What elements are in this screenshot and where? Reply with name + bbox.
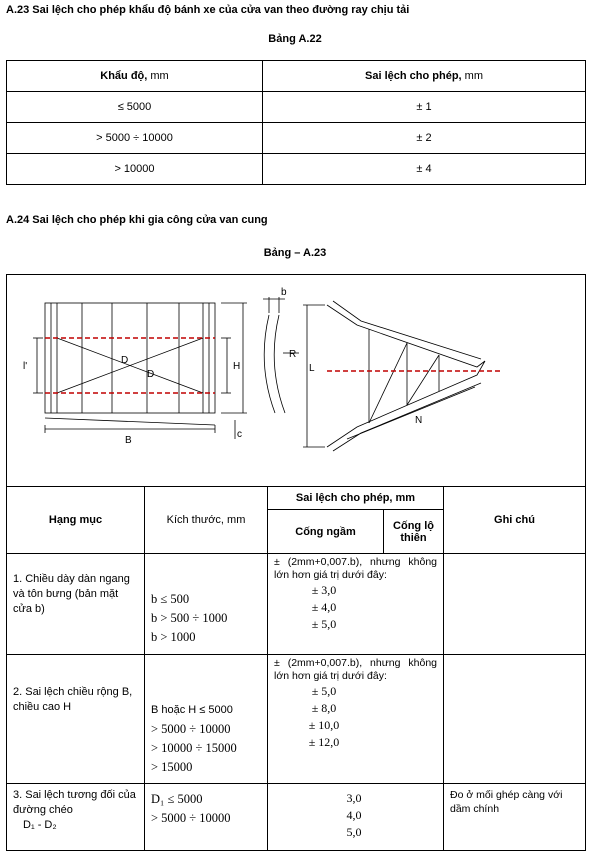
size-value: B hoặc H ≤ 5000 [151, 704, 233, 716]
size-value: > 5000 ÷ 10000 [151, 811, 231, 825]
tolerance-cell [268, 655, 444, 784]
column-header-tolerance: Sai lệch cho phép, mm [268, 487, 444, 510]
radial-gate-drawing [7, 275, 585, 487]
size-cell [145, 655, 268, 784]
size-value: > 10000 ÷ 15000 [151, 741, 237, 755]
size-value: > 5000 ÷ 10000 [151, 722, 231, 736]
item-formula: D₁ - D₂ [23, 819, 57, 831]
label-l: l' [23, 361, 28, 372]
note-cell: Đo ở mối ghép càng với dầm chính [444, 784, 586, 851]
column-header-tolerance: Sai lệch cho phép, mm [263, 61, 586, 92]
item-text: 3. Sai lệch tương đối của đường chéo [13, 789, 136, 816]
label-c: c [237, 429, 242, 440]
size-cell [145, 784, 268, 851]
label-R: R [289, 349, 297, 360]
item-cell: 1. Chiều dày dàn ngang và tôn bưng (bản mặt cửa b) [7, 554, 145, 655]
table-a22 [6, 60, 586, 185]
tolerance-value: ± 10,0 [308, 718, 340, 732]
table-a22-caption: Bảng A.22 [268, 33, 322, 45]
tolerance-value: ± 4,0 [311, 600, 337, 614]
gate-drawing-panel [6, 274, 586, 486]
item-cell: 2. Sai lệch chiều rộng B, chiều cao H [7, 655, 145, 784]
item-cell [7, 784, 145, 851]
size-value: D₁ ≤ 5000 [151, 792, 203, 806]
size-value: b ≤ 500 [151, 592, 190, 606]
table-row [7, 554, 586, 655]
tolerance-cell: ± 2 [263, 123, 586, 154]
table-row [7, 123, 586, 154]
label-L: L [309, 363, 315, 374]
label-H: H [233, 361, 241, 372]
tolerance-value: 5,0 [346, 825, 362, 839]
span-cell: > 5000 ÷ 10000 [7, 123, 263, 154]
tolerance-value: 4,0 [346, 808, 362, 822]
label-D2: D [147, 369, 155, 380]
label-b: b [281, 287, 287, 298]
table-header-row [7, 487, 586, 510]
note-cell [444, 655, 586, 784]
tolerance-value: ± 5,0 [311, 617, 337, 631]
size-value: > 15000 [151, 760, 193, 774]
section-a23-title: A.23 Sai lệch cho phép khẩu độ bánh xe của cửa van theo đường ray chịu tải [6, 4, 410, 16]
span-cell: ≤ 5000 [7, 92, 263, 123]
column-header-span: Khẩu độ, mm [7, 61, 263, 92]
tolerance-cell [268, 784, 444, 851]
tolerance-cell: ± 1 [263, 92, 586, 123]
tolerance-value: ± 3,0 [311, 583, 337, 597]
column-header-open-culvert: Cống lộ thiên [384, 510, 444, 554]
table-row [7, 784, 586, 851]
table-row [7, 92, 586, 123]
tolerance-value: ± 8,0 [311, 701, 337, 715]
column-header-note: Ghi chú [444, 487, 586, 554]
column-header-size: Kích thước, mm [145, 487, 268, 554]
tolerance-value: 3,0 [346, 791, 362, 805]
tolerance-value: ± 5,0 [311, 684, 337, 698]
table-row [7, 154, 586, 185]
column-header-deep-culvert: Cống ngầm [268, 510, 384, 554]
span-cell: > 10000 [7, 154, 263, 185]
size-cell [145, 554, 268, 655]
tolerance-formula: ± (2mm+0,007.b), nhưng không lớn hơn giá trị dưới đây: [274, 657, 437, 682]
label-D1: D [121, 355, 129, 366]
table-a23-caption: Bảng – A.23 [263, 247, 327, 259]
tolerance-cell [268, 554, 444, 655]
size-value: b > 500 ÷ 1000 [151, 611, 228, 625]
label-N: N [415, 415, 423, 426]
label-B: B [125, 435, 132, 446]
size-value: b > 1000 [151, 630, 196, 644]
section-a24-title: A.24 Sai lệch cho phép khi gia công cửa van cung [6, 214, 268, 226]
table-row [7, 655, 586, 784]
table-header-row [7, 61, 586, 92]
note-cell [444, 554, 586, 655]
tolerance-formula: ± (2mm+0,007.b), nhưng không lớn hơn giá trị dưới đây: [274, 556, 437, 581]
table-a23 [6, 486, 586, 851]
tolerance-cell: ± 4 [263, 154, 586, 185]
column-header-item: Hạng mục [7, 487, 145, 554]
tolerance-value: ± 12,0 [308, 735, 340, 749]
